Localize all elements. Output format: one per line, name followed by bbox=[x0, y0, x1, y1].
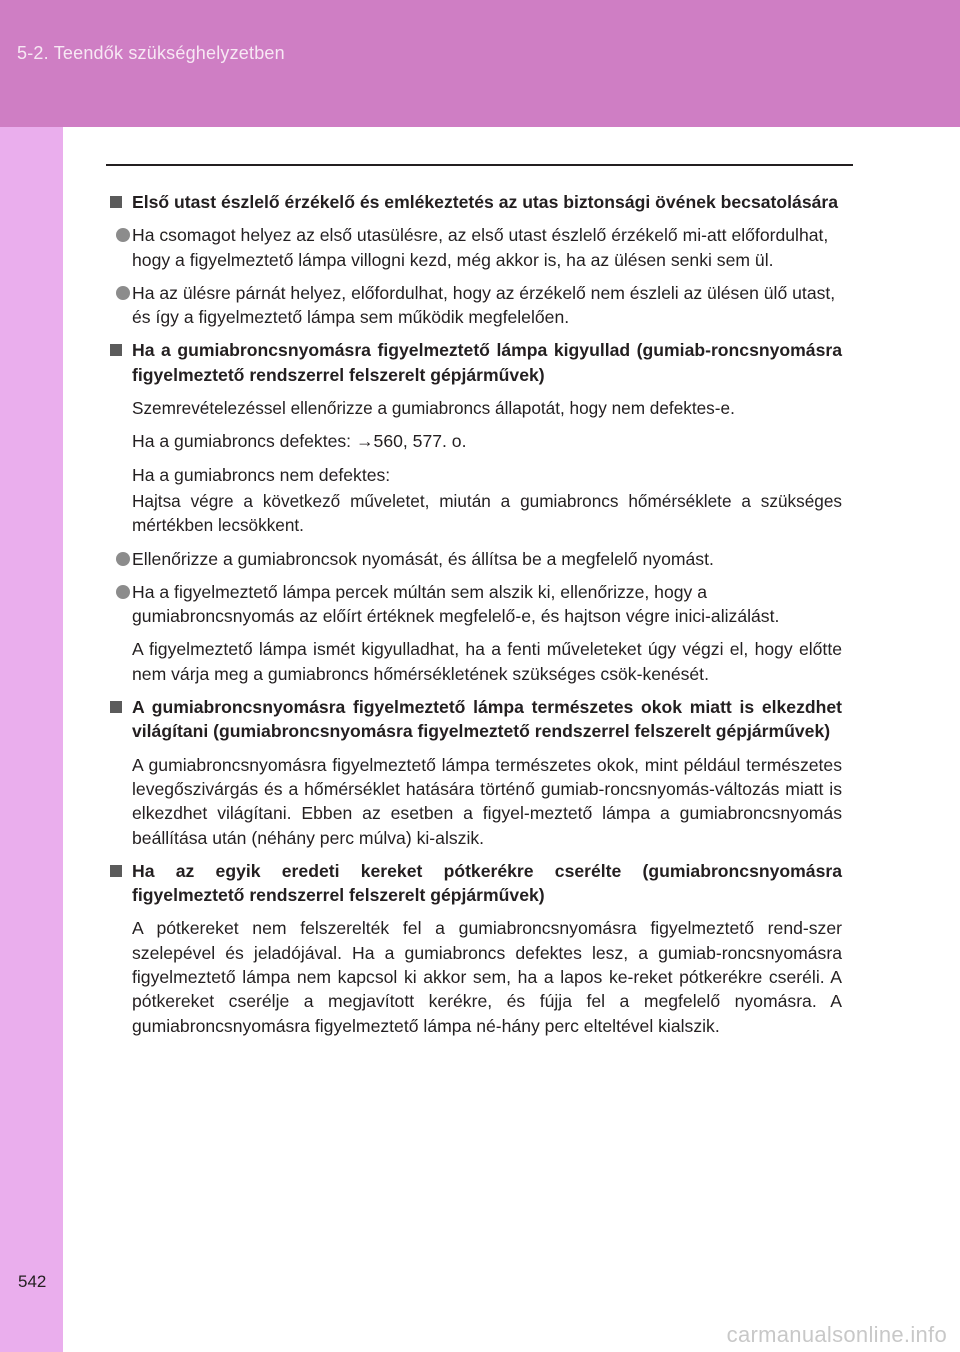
section-heading bbox=[108, 695, 842, 744]
list-item-text: Ha a figyelmeztető lámpa percek múltán sem alszik ki, ellenőrizze, hogy a gumiabroncsnyomás az előírt értéknek megfelelő-e, és hajtson végre inici-alizálást. bbox=[132, 581, 780, 627]
side-margin-strip bbox=[0, 127, 63, 1352]
paragraph: Ha a gumiabroncs nem defektes: bbox=[132, 464, 391, 485]
circle-bullet-icon bbox=[116, 228, 130, 242]
circle-bullet-icon bbox=[116, 585, 130, 599]
section-heading bbox=[108, 338, 842, 387]
watermark: carmanualsonline.info bbox=[726, 1322, 947, 1347]
square-bullet-icon bbox=[110, 701, 122, 713]
list-item-text: Ellenőrizze a gumiabroncsok nyomását, és állítsa be a megfelelő nyomást. bbox=[132, 548, 714, 569]
page-content bbox=[108, 190, 842, 1047]
paragraph: A figyelmeztető lámpa ismét kigyulladhat, ha a fenti műveleteket úgy végzi el, hogy előtte nem várja meg a gumiabroncs hőmérsékletének szükséges csök-kenését. bbox=[132, 639, 842, 684]
page-number: 542 bbox=[18, 1272, 47, 1291]
paragraph: Szemrevételezéssel ellenőrizze a gumiabroncs állapotát, hogy nem defektes-e. bbox=[132, 398, 735, 419]
list-item bbox=[108, 580, 842, 629]
circle-bullet-icon bbox=[116, 286, 130, 300]
paragraph: Ha a gumiabroncs defektes: →560, 577. o. bbox=[132, 431, 467, 452]
chapter-header-band bbox=[0, 0, 960, 127]
section-heading-text: A gumiabroncsnyomásra figyelmeztető lámpa természetes okok miatt is elkezdhet világítani (gumiabroncsnyomásra figyelmeztető rendszerrel felszerelt gépjárművek) bbox=[132, 697, 842, 742]
list-item bbox=[108, 223, 842, 272]
list-item-text: Ha az ülésre párnát helyez, előfordulhat, hogy az érzékelő nem észleli az ülésen ülő utast, és így a figyelmeztető lámpa sem működik megfelelően. bbox=[132, 282, 836, 328]
section-heading bbox=[108, 859, 842, 908]
chapter-title: 5-2. Teendők szükséghelyzetben bbox=[17, 43, 285, 63]
square-bullet-icon bbox=[110, 196, 122, 208]
square-bullet-icon bbox=[110, 344, 122, 356]
section-heading-text: Ha a gumiabroncsnyomásra figyelmeztető lámpa kigyullad (gumiab-roncsnyomásra figyelmeztető rendszerrel felszerelt gépjárművek) bbox=[132, 340, 842, 385]
list-item-text: Ha csomagot helyez az első utasülésre, az első utast észlelő érzékelő mi-att előfordulhat, hogy a figyelmeztető lámpa villogni kezd, még akkor is, ha az ülésen senki sem ül. bbox=[132, 225, 829, 270]
section-heading-text: Első utast észlelő érzékelő és emlékeztetés az utas biztonsági övének becsatolására bbox=[132, 192, 839, 212]
paragraph: Hajtsa végre a következő műveletet, miután a gumiabroncs hőmérséklete a szükséges mértékben lecsökkent. bbox=[132, 490, 842, 536]
circle-bullet-icon bbox=[116, 552, 130, 566]
top-divider bbox=[106, 164, 853, 166]
paragraph: A pótkereket nem felszerelték fel a gumiabroncsnyomásra figyelmeztető rend-szer szelepével és jeladójával. Ha a gumiabroncs defektes lesz, a gumiab-roncsnyomásra figyelmeztető lámpa nem kapcsol ki akkor sem, ha a lapos ke-reket pótkerékre cseréli. A pótkereket cserélje a megjavított kerékre, és fújja fel a megfelelő nyomásra. A gumiabroncsnyomásra figyelmeztető lámpa né-hány perc elteltével kialszik. bbox=[132, 918, 842, 1036]
list-item bbox=[108, 547, 842, 571]
list-item bbox=[108, 281, 842, 330]
square-bullet-icon bbox=[110, 865, 122, 877]
section-heading bbox=[108, 190, 842, 214]
paragraph: A gumiabroncsnyomásra figyelmeztető lámpa természetes okok, mint például természetes levegőszivárgás és a hőmérséklet hatására történő gumiab-roncsnyomás-változás miatt is elkezdhet világítani. Ebben az esetben a figyel-meztető lámpa a gumiabroncsnyomás beállítása után (néhány perc múlva) ki-alszik. bbox=[132, 754, 842, 848]
section-heading-text: Ha az egyik eredeti kereket pótkerékre cserélte (gumiabroncsnyomásra figyelmeztető rendszerrel felszerelt gépjárművek) bbox=[132, 860, 842, 906]
